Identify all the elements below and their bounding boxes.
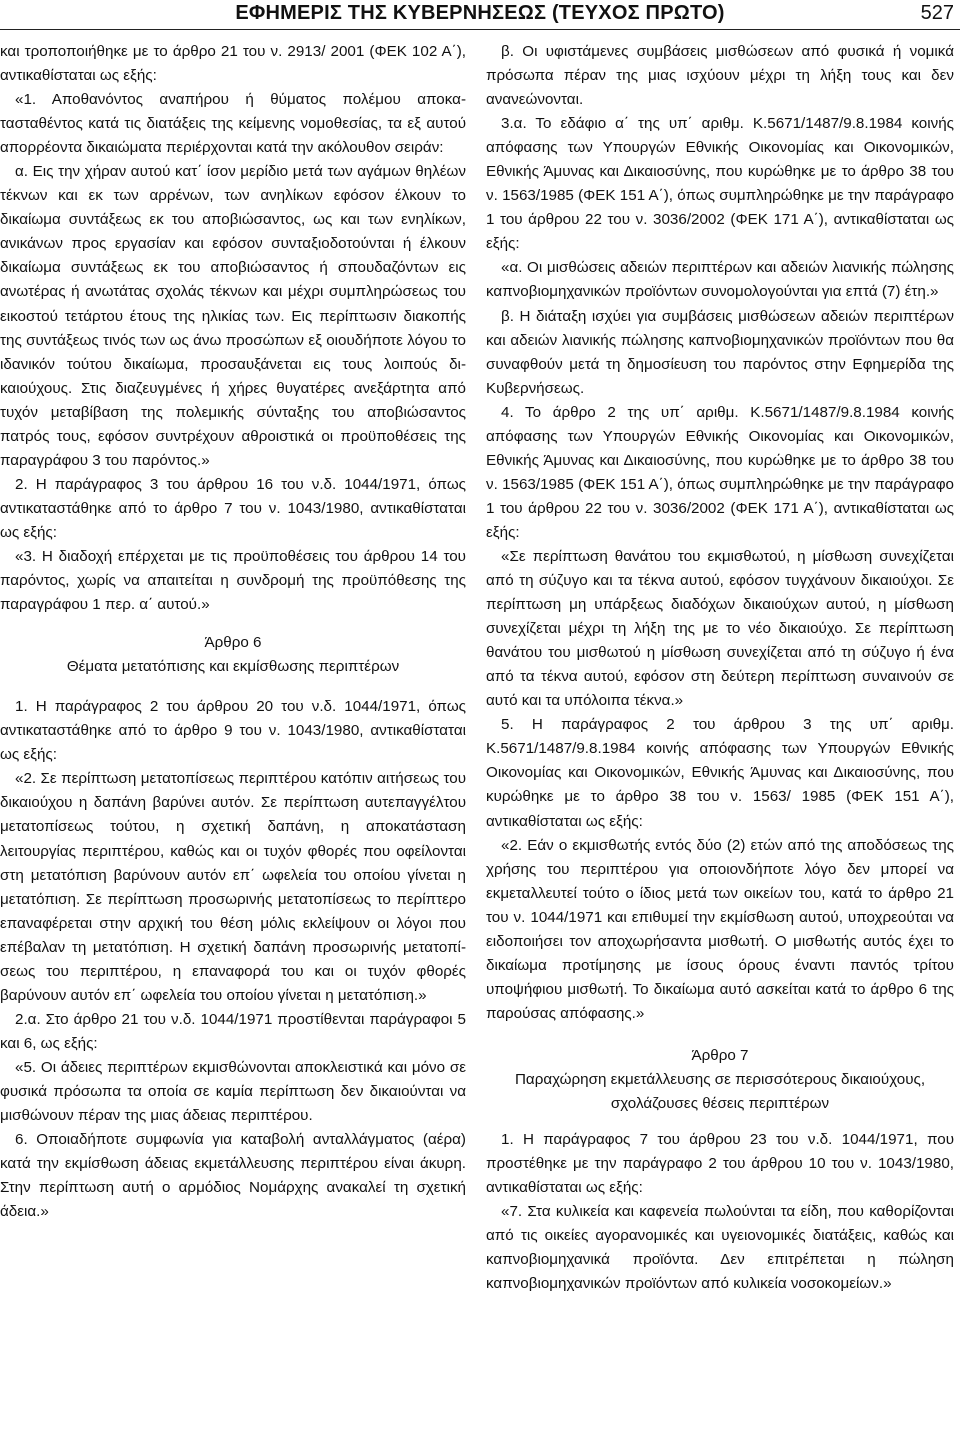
page-header (0, 0, 960, 30)
paragraph: 1. Η παράγραφος 7 του άρθρου 23 του ν.δ. 1044/1971, που προστέθηκε με την παράγραφο 2 του άρθρου 10 του ν. 1043/1980, αντικαθίσταται ως εξής: (486, 1131, 954, 1197)
article-title: Θέματα μετατόπισης και εκμίσθωσης περιπτέρων (66, 658, 400, 676)
paragraph: και τροποποιήθηκε με το άρθρο 21 του ν. 2913/ 2001 (ΦΕΚ 102 Α΄), αντικαθίσταται ως εξής: (0, 43, 466, 85)
paragraph: 5. Η παράγραφος 2 του άρθρου 3 της υπ΄ αριθμ. Κ.5671/1487/9.8.1984 κοινής απόφασης των Υπουργών Εθνικής Οικονομίας και Οικονομικών, Εθνικής Άμυνας και Δικαιοσύνης, που κυρώθηκε με το άρθρο 38 του ν. 1563/ 1985 (ΦΕΚ 151 Α΄), αντικαθίσταται ως εξής: (486, 716, 954, 830)
paragraph: 2. Η παράγραφος 3 του άρθρου 16 του ν.δ. 1044/1971, όπως αντικαταστάθηκε από το άρθρο 7 του ν. 1043/1980, αντικαθίσταται ως εξής: (0, 475, 466, 541)
paragraph: β. Οι υφιστάμενες συμβάσεις μισθώσεων από φυσικά ή νομικά πρόσωπα πέραν της μιας ισχύουν μέχρι τη λήξη τους και δεν ανανεώνονται. (486, 43, 954, 109)
left-column (0, 40, 466, 1224)
header-divider (0, 29, 960, 30)
paragraph: «2. Εάν ο εκμισθωτής εντός δύο (2) ετών από της αποδόσεως της χρήσης του περιπτέρου για οποιονδήποτε λόγο δεν μπορεί να εκμεταλλευτεί τούτο ο ίδιος μετά των οικείων του, κατά το άρθρο 21 του ν. 1044/1971 και επιθυμεί την εκμίσθωση αυτού, υποχρεούται να ειδοποιήσει τον αποχωρήσαντα μισθωτή. Ο μισθωτής αυτός έχει το δικαίωμα προτίμησης με ίσους όρους έναντι παντός τρίτου υποψήφιου μισθωτή. Το δικαίωμα αυτό ασκείται κατά το άρθρο 6 της παρούσας απόφασης.» (486, 836, 954, 1022)
paragraph: «1. Αποθανόντος αναπήρου ή θύματος πολέμου αποκατασταθέντος κατά τις διατάξεις της κείμενης νομοθεσίας, τα εξ αυτού απορρέοντα δικαιώματα περιέρχονται κατά την ακόλουθον σειράν: (0, 91, 466, 157)
page-number: 527 (920, 2, 954, 24)
paragraph: «3. Η διαδοχή επέρχεται με τις προϋποθέσεις του άρθρου 14 του παρόντος, χωρίς να απαιτείται η συνδρομή της προϋπόθεσης της παραγράφου 1 περ. α΄ αυτού.» (0, 547, 466, 614)
article-number: Άρθρο 6 (204, 634, 262, 652)
paragraph: 1. Η παράγραφος 2 του άρθρου 20 του ν.δ. 1044/1971, όπως αντικαταστάθηκε από το άρθρο 9 του ν. 1043/1980, αντικαθίσταται ως εξής: (0, 698, 466, 764)
paragraph: «7. Στα κυλικεία και καφενεία πωλούνται τα είδη, που καθορίζονται από τις οικείες αγορανομικές και υγειονομικές διατάξεις, καθώς και καπνοβιομηχανικά προϊόντα. Δεν επιτρέπεται η πώληση καπνοβιομηχανικών προϊόντων από κυλικεία νοσοκομείων.» (486, 1203, 954, 1293)
paragraph: «5. Οι άδειες περιπτέρων εκμισθώνονται αποκλειστικά και μόνο σε φυσικά πρόσωπα τα οποία σε καμία περίπτωση δεν δικαιούνται να μισθώνουν πέραν της μιας άδειας περιπτέρου. (0, 1058, 466, 1125)
gazette-title: ΕΦΗΜΕΡΙΣ ΤΗΣ ΚΥΒΕΡΝΗΣΕΩΣ (ΤΕΥΧΟΣ ΠΡΩΤΟ) (235, 2, 725, 24)
paragraph: α. Εις την χήραν αυτού κατ΄ ίσον μερίδιο μετά των αγάμων θηλέων τέκνων και εκ των αρρένων, των ανηλίκων εφόσον έλκουν το δικαίωμα συντάξεως εκ του αποβιώσαντος, ως και των ενηλίκων, ανικάνων προς εργασίαν και εφόσον συνταξιοδοτούνται ή έλκουν δικαίωμα συντάξεως εκ του αποβιώσαντος ή σπουδαζόντων εις ανωτέρας ή ανωτάτας σχολάς τέκνων και μέχρι συμπληρώσεως του εικοστού τετάρτου έτους της ηλικίας των. Εις περίπτωσιν διακοπής της συντάξεως τινός των ως άνω προσώπων εξ οιουδήποτε λόγου το ιδανικόν τούτου δικαίωμα, προσαυξάνεται εις τους λοιπούς δικαιούχους. Στις διαζευγμένες ή χήρες θυγατέρες ανεξάρτητα από τυχόν μεταβίβαση της πολεμικής σύνταξης του αποβιώσαντος πατρός τους, εφόσον συντρέχουν αθροιστικά οι προϋποθέσεις της παραγράφου 3 του παρόντος.» (0, 163, 466, 469)
paragraph: «Σε περίπτωση θανάτου του εκμισθωτού, η μίσθωση συνεχίζεται από τη σύζυγο και τα τέκνα αυτού, εφόσον τυγχάνουν δικαιούχοι. Σε περίπτωση μη υπάρξεως διαδόχων δικαιούχων αυτού, η μίσθωση συνεχίζεται μέχρι τη λήξη της με το νέο δικαιούχο. Σε περίπτωση θανάτου του μισθωτού η μίσθωση συνεχίζεται από τη σύζυγο ή ένα από τα τέκνα αυτού, εφόσον στη δεύτερη περίπτωση συναινούν σε αυτό και τα υπόλοιπα τέκνα.» (486, 547, 954, 710)
paragraph: 4. Το άρθρο 2 της υπ΄ αριθμ. Κ.5671/1487/9.8.1984 κοινής απόφασης των Υπουργών Εθνικής Οικονομίας και Οικονομικών, Εθνικής Άμυνας και Δικαιοσύνης, που κυρώθηκε με το άρθρο 38 του ν. 1563/1985 (ΦΕΚ 151 Α΄), όπως συμπληρώθηκε με την παράγραφο 1 του άρθρου 22 του ν. 3036/2002 (ΦΕΚ 171 Α΄), αντικαθίσταται ως εξής: (486, 403, 954, 541)
paragraph: «α. Οι μισθώσεις αδειών περιπτέρων και αδειών λιανικής πώλησης καπνοβιομηχανικών προϊόντων συνομολογούνται για επτά (7) έτη.» (486, 259, 954, 301)
article-title: Παραχώρηση εκμετάλλευσης σε περισσότερους δικαιούχους, σχολάζουσες θέσεις περιπτέρων (514, 1070, 926, 1113)
article-number: Άρθρο 7 (691, 1046, 749, 1064)
paragraph: 2.α. Στο άρθρο 21 του ν.δ. 1044/1971 προστίθενται παράγραφοι 5 και 6, ως εξής: (0, 1010, 466, 1052)
paragraph: «2. Σε περίπτωση μετατοπίσεως περιπτέρου κατόπιν αιτήσεως του δικαιούχου η δαπάνη βαρύνει αυτόν. Σε περίπτωση αυτεπαγγέλτου μετατοπίσεως τούτου, η σχετική δαπάνη, η αποκατάσταση λειτουργίας περιπτέρου, καθώς και οι τυχόν φθορές που οφείλονται στη μετατόπιση βαρύνουν αυτόν επ΄ ωφελεία του οποίου γίνεται η μετατόπιση. Σε περίπτωση προσωρινής μετατοπίσεως το περίπτερο επαναφέρεται στην αρχική του θέση μόλις εκλείψουν οι λόγοι που επέβαλαν τη μετατόπιση. Η σχετική δαπάνη προσωρινής μετατοπίσεως του περιπτέρου, η επαναφορά του και οι τυχόν φθορές βαρύνουν αυτόν επ΄ ωφελεία του οποίου γίνεται η μετατόπιση.» (0, 770, 466, 1004)
paragraph: 3.α. Το εδάφιο α΄ της υπ΄ αριθμ. Κ.5671/1487/9.8.1984 κοινής απόφασης των Υπουργών Εθνικής Οικονομίας και Οικονομικών, Εθνικής Άμυνας και Δικαιοσύνης, που κυρώθηκε με το άρθρο 38 του ν. 1563/1985 (ΦΕΚ 151 Α΄), όπως συμπληρώθηκε με την παράγραφο 1 του άρθρου 22 του ν. 3036/2002 (ΦΕΚ 171 Α΄), αντικαθίσταται ως εξής: (486, 115, 954, 253)
paragraph: 6. Οποιαδήποτε συμφωνία για καταβολή ανταλλάγματος (αέρα) κατά την εκμίσθωση άδειας εκμετάλλευσης περιπτέρου είναι άκυρη. Στην περίπτωση αυτή ο αρμόδιος Νομάρχης ανακαλεί τη σχετική άδεια.» (0, 1131, 466, 1221)
right-column (486, 40, 954, 1296)
paragraph: β. Η διάταξη ισχύει για συμβάσεις μισθώσεων αδειών περιπτέρων και αδειών λιανικής πώλησης καπνοβιομηχανικών προϊόντων που θα συναφθούν μετά τη δημοσίευση του παρόντος στην Εφημερίδα της Κυβερνήσεως. (486, 307, 954, 397)
